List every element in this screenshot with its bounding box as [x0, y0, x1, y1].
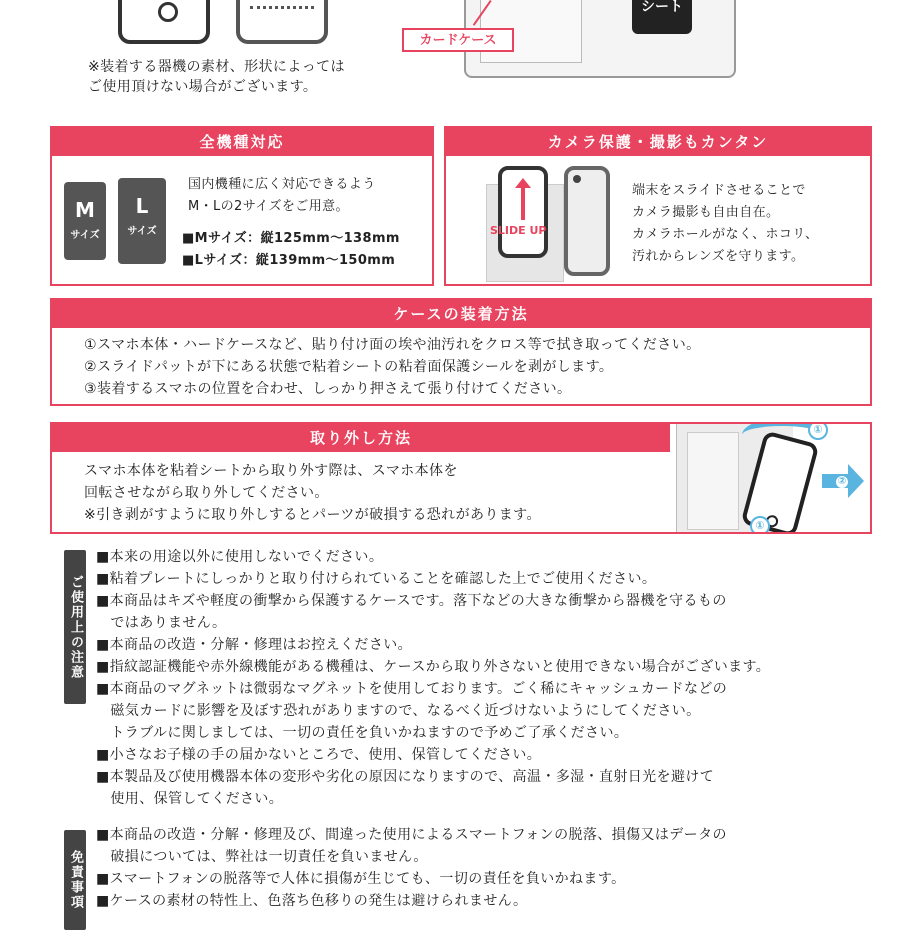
phone-bottom-edge	[250, 6, 314, 15]
caution-line: ■本商品はキズや軽度の衝撃から保護するケースです。落下などの大きな衝撃から器機を守るもの	[96, 593, 727, 609]
camera-line1: 端末をスライドさせることで	[632, 183, 806, 198]
caution-line: ■小さなお子様の手の届かないところで、使用、保管してください。	[96, 747, 542, 763]
install-panel	[50, 298, 872, 406]
pull-arrowhead-icon	[848, 464, 864, 498]
removal-line2: 回転させながら取り外してください。	[84, 485, 329, 501]
camera-phone-illustration	[564, 166, 610, 276]
install-step3: ③装着するスマホの位置を合わせ、しっかり押さえて張り付けてください。	[84, 381, 572, 397]
slide-up-arrowhead-icon	[515, 178, 531, 188]
m-size-letter: M	[75, 198, 95, 222]
step2-badge: ②	[837, 476, 847, 487]
removal-title: 取り外し方法	[52, 424, 670, 452]
compat-desc2: M・Lの2サイズをご用意。	[188, 199, 349, 214]
card-case-label: カードケース	[402, 28, 514, 52]
caution-line: ■本来の用途以外に使用しないでください。	[96, 549, 384, 565]
camera-panel	[444, 126, 872, 286]
m-size-spec: ■Mサイズ：縦125mm～138mm	[182, 231, 400, 246]
disclaimer-line: ■ケースの素材の特性上、色落ち色移りの発生は避けられません。	[96, 893, 528, 909]
disclaimer-line: 破損については、弊社は一切責任を負いません。	[96, 849, 428, 865]
step1-badge-top: ①	[808, 422, 828, 440]
camera-title: カメラ保護・撮影もカンタン	[446, 128, 870, 156]
caution-line: ■本商品のマグネットは微弱なマグネットを使用しております。ごく稀にキャッシュカードなどの	[96, 681, 728, 697]
caution-line: ■粘着プレートにしっかりと取り付けられていることを確認した上でご使用ください。	[96, 571, 657, 587]
slide-phone-illustration	[498, 166, 548, 258]
caution-line: 磁気カードに影響を及ぼす恐れがありますので、なるべく近づけないようにしてください。	[96, 703, 701, 719]
install-step2: ②スライドパットが下にある状態で粘着シートの粘着面保護シールを剥がします。	[84, 359, 614, 375]
caution-line: ではありません。	[96, 615, 227, 631]
removal-panel	[50, 422, 872, 534]
compat-panel	[50, 126, 434, 286]
m-size-word: サイズ	[70, 230, 100, 241]
camera-line3: カメラホールがなく、ホコリ、	[632, 227, 819, 242]
cautions-side-label: ご使用上の注意	[64, 550, 86, 704]
phone-back-illustration	[236, 0, 328, 44]
m-size-box	[64, 182, 106, 260]
camera-line4: 汚れからレンズを守ります。	[632, 249, 805, 264]
sheet-box	[632, 0, 692, 34]
slide-up-label: SLIDE UP	[490, 224, 547, 237]
disclaimer-line: ■本商品の改造・分解・修理及び、間違った使用によるスマートフォンの脱落、損傷又はデータの	[96, 827, 727, 843]
install-step1: ①スマホ本体・ハードケースなど、貼り付け面の埃や油汚れをクロス等で拭き取ってください。	[84, 337, 701, 353]
camera-line2: カメラ撮影も自由自在。	[632, 205, 780, 220]
removal-case-inner	[687, 432, 739, 530]
caution-line: 使用、保管してください。	[96, 791, 284, 807]
removal-line3: ※引き剥がすように取り外しするとパーツが破損する恐れがあります。	[84, 507, 541, 523]
install-title: ケースの装着方法	[52, 300, 870, 328]
cautions-list	[96, 546, 770, 810]
device-note-line2: ご使用頂けない場合がございます。	[88, 79, 318, 95]
l-size-letter: L	[135, 194, 149, 218]
step1-badge-bottom: ①	[750, 516, 770, 534]
caution-line: トラブルに関しましては、一切の責任を負いかねますので予めご了承ください。	[96, 725, 629, 741]
disclaimer-line: ■スマートフォンの脱落等で人体に損傷が生じても、一切の責任を負いかねます。	[96, 871, 626, 887]
disclaimer-list	[96, 824, 727, 912]
sheet-label: シート	[641, 0, 683, 15]
l-size-spec: ■Lサイズ：縦139mm～150mm	[182, 253, 396, 268]
camera-lens-icon	[573, 175, 581, 183]
caution-line: ■指紋認証機能や赤外線機能がある機種は、ケースから取り外さないと使用できない場合がございます。	[96, 659, 771, 675]
l-size-word: サイズ	[127, 226, 157, 237]
home-button-icon	[158, 2, 178, 22]
caution-line: ■本製品及び使用機器本体の変形や劣化の原因になりますので、高温・多湿・直射日光を避けて	[96, 769, 715, 785]
caution-line: ■本商品の改造・分解・修理はお控えください。	[96, 637, 413, 653]
removal-line1: スマホ本体を粘着シートから取り外す際は、スマホ本体を	[84, 463, 458, 479]
compat-title: 全機種対応	[52, 128, 432, 156]
phone-front-illustration	[118, 0, 210, 44]
device-note-line1: ※装着する器機の素材、形状によっては	[88, 59, 345, 75]
l-size-box	[118, 178, 166, 264]
disclaimer-side-label: 免責事項	[64, 830, 86, 930]
compat-desc1: 国内機種に広く対応できるよう	[188, 177, 376, 192]
slide-up-arrow-icon	[521, 184, 525, 220]
